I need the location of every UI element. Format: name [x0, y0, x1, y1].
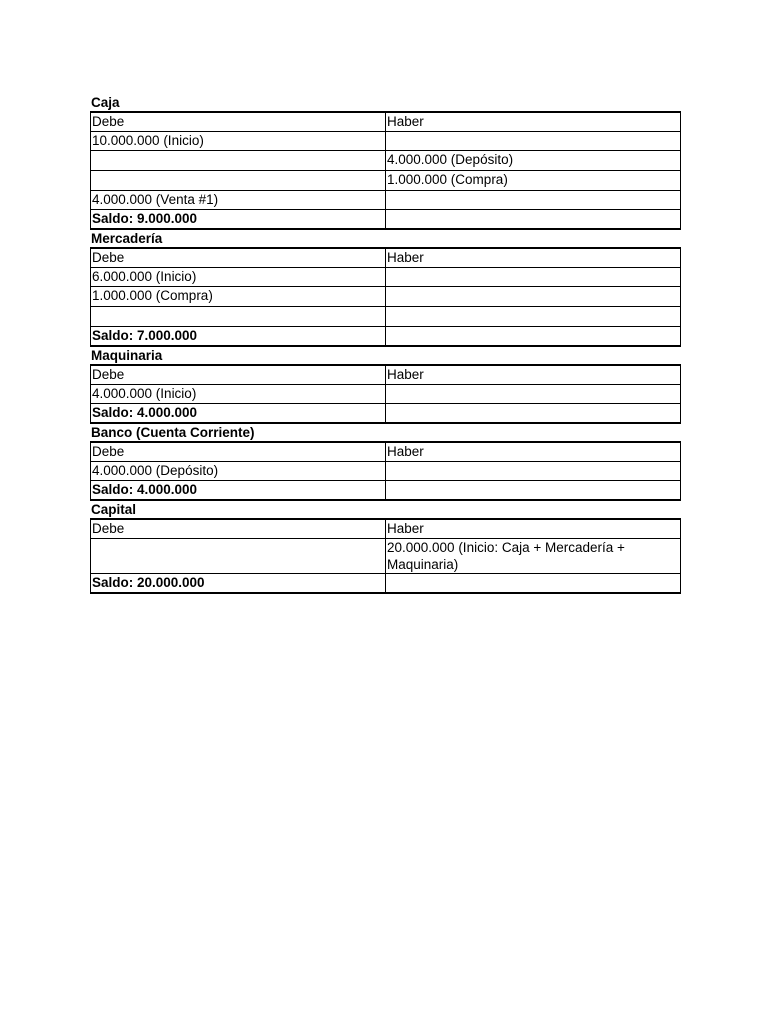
- debe-cell: 4.000.000 (Depósito): [91, 462, 386, 481]
- table-row: [91, 462, 681, 481]
- header-row: [91, 365, 681, 385]
- saldo-row: [91, 210, 681, 230]
- haber-header: Haber: [386, 248, 681, 268]
- ledger-table: [90, 441, 681, 501]
- header-row: [91, 112, 681, 132]
- debe-cell: 6.000.000 (Inicio): [91, 268, 386, 287]
- debe-cell: [91, 171, 386, 191]
- account-title: Capital: [91, 502, 137, 517]
- account-title: Mercadería: [91, 231, 163, 246]
- debe-cell: [91, 539, 386, 574]
- debe-cell: 1.000.000 (Compra): [91, 287, 386, 307]
- haber-cell: [386, 287, 681, 307]
- haber-cell: [386, 191, 681, 210]
- ledger-table: [90, 364, 681, 424]
- haber-cell: [386, 268, 681, 287]
- debe-cell: 10.000.000 (Inicio): [91, 132, 386, 151]
- haber-header: Haber: [386, 442, 681, 462]
- haber-cell: 20.000.000 (Inicio: Caja + Mercadería + Maquinaria): [386, 539, 681, 574]
- ledger-table: [90, 247, 681, 347]
- saldo-cell: Saldo: 9.000.000: [91, 210, 386, 230]
- saldo-row: [91, 481, 681, 501]
- empty-cell: [386, 327, 681, 347]
- debe-cell: 4.000.000 (Inicio): [91, 385, 386, 404]
- account-title: Maquinaria: [91, 348, 163, 363]
- header-row: [91, 519, 681, 539]
- haber-header: Haber: [386, 365, 681, 385]
- document-page: [90, 94, 679, 594]
- saldo-row: [91, 327, 681, 347]
- debe-header: Debe: [91, 248, 386, 268]
- ledger-table: [90, 518, 681, 594]
- haber-header: Haber: [386, 519, 681, 539]
- saldo-cell: Saldo: 4.000.000: [91, 481, 386, 501]
- table-row: [91, 287, 681, 307]
- haber-cell: 4.000.000 (Depósito): [386, 151, 681, 171]
- haber-cell: 1.000.000 (Compra): [386, 171, 681, 191]
- table-row: [91, 132, 681, 151]
- table-row: [91, 539, 681, 574]
- debe-header: Debe: [91, 365, 386, 385]
- header-row: [91, 442, 681, 462]
- saldo-row: [91, 404, 681, 424]
- table-row: [91, 151, 681, 171]
- account-maquinaria: [90, 347, 679, 424]
- table-row: [91, 191, 681, 210]
- debe-header: Debe: [91, 519, 386, 539]
- account-mercaderia: [90, 230, 679, 347]
- empty-cell: [386, 404, 681, 424]
- saldo-cell: Saldo: 4.000.000: [91, 404, 386, 424]
- haber-cell: [386, 307, 681, 327]
- header-row: [91, 248, 681, 268]
- ledger-table: [90, 111, 681, 230]
- debe-cell: [91, 307, 386, 327]
- table-row: [91, 268, 681, 287]
- empty-cell: [386, 210, 681, 230]
- account-banco: [90, 424, 679, 501]
- saldo-cell: Saldo: 20.000.000: [91, 574, 386, 594]
- saldo-row: [91, 574, 681, 594]
- table-row: [91, 385, 681, 404]
- debe-cell: 4.000.000 (Venta #1): [91, 191, 386, 210]
- table-row: [91, 307, 681, 327]
- empty-cell: [386, 574, 681, 594]
- saldo-cell: Saldo: 7.000.000: [91, 327, 386, 347]
- haber-cell: [386, 385, 681, 404]
- debe-cell: [91, 151, 386, 171]
- haber-header: Haber: [386, 112, 681, 132]
- debe-header: Debe: [91, 442, 386, 462]
- debe-header: Debe: [91, 112, 386, 132]
- account-title: Banco (Cuenta Corriente): [91, 425, 255, 440]
- haber-cell: [386, 462, 681, 481]
- account-caja: [90, 94, 679, 230]
- account-capital: [90, 501, 679, 594]
- table-row: [91, 171, 681, 191]
- empty-cell: [386, 481, 681, 501]
- account-title: Caja: [91, 95, 120, 110]
- haber-cell: [386, 132, 681, 151]
